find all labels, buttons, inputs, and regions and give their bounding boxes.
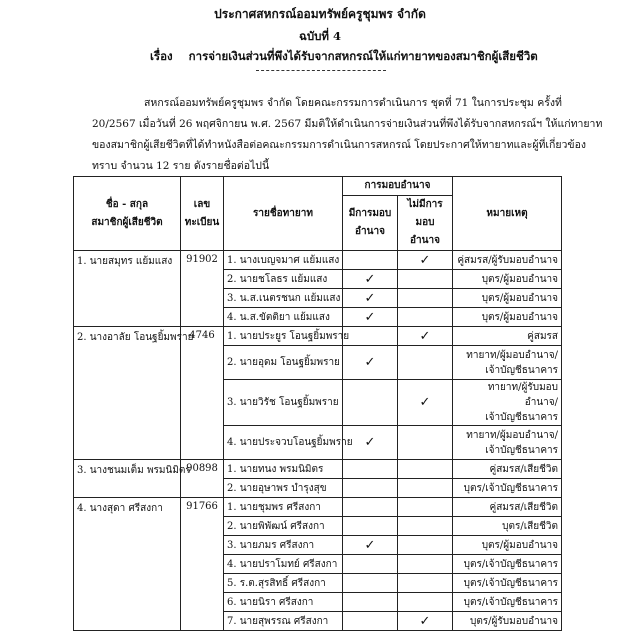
- heir-remark: ทายาท/ผู้มอบอำนาจ/ เจ้าบัญชีธนาคาร: [453, 426, 562, 460]
- member-id: 91766: [181, 498, 224, 631]
- check-mark-icon: ✓: [364, 537, 376, 553]
- heir-remark: คู่สมรส: [453, 327, 562, 346]
- no-authority-cell: [398, 346, 453, 380]
- heir-remark: บุตร/ผู้มอบอำนาจ: [453, 289, 562, 308]
- check-mark-icon: ✓: [364, 435, 376, 450]
- check-mark-icon: ✓: [364, 290, 376, 306]
- has-authority-cell: [343, 270, 398, 289]
- check-mark-icon: ✓: [364, 355, 376, 370]
- heir-name: 2. นายชโลธร แย้มแสง: [224, 270, 343, 289]
- member-id: 4746: [181, 327, 224, 460]
- heir-remark: บุตร/เจ้าบัญชีธนาคาร: [453, 479, 562, 498]
- has-authority-cell: [343, 517, 398, 536]
- member-name: 4. นางสุดา ศรีสงกา: [74, 498, 181, 631]
- header-heir-name: รายชื่อทายาท: [224, 177, 343, 251]
- has-authority-cell: [343, 574, 398, 593]
- has-authority-cell: [343, 251, 398, 270]
- header-remarks: หมายเหตุ: [453, 177, 562, 251]
- heir-remark: คู่สมรส/เสียชีวิต: [453, 460, 562, 479]
- heir-name: 4. นายปราโมทย์ ศรีสงกา: [224, 555, 343, 574]
- header-member-id: เลข ทะเบียน: [181, 177, 224, 251]
- no-authority-cell: [398, 574, 453, 593]
- has-authority-cell: [343, 308, 398, 327]
- no-authority-cell: [398, 498, 453, 517]
- paragraph-line-1: สหกรณ์ออมทรัพย์ครูชุมพร จำกัด โดยคณะกรรมการดำเนินการ ชุดที่ 71 ในการประชุม ครั้งที่: [144, 97, 562, 109]
- heir-remark: บุตร/เสียชีวิต: [453, 517, 562, 536]
- heir-remark: บุตร/ผู้มอบอำนาจ: [453, 270, 562, 289]
- heir-name: 1. นายชุมพร ศรีสงกา: [224, 498, 343, 517]
- no-authority-cell: [398, 593, 453, 612]
- issue-number: ฉบับที่ 4: [298, 29, 342, 43]
- no-authority-cell: [398, 479, 453, 498]
- no-authority-cell: [398, 460, 453, 479]
- heir-name: 4. นายประจวบโอนฐยิ้มพราย: [224, 426, 343, 460]
- has-authority-cell: [343, 327, 398, 346]
- member-id: 91902: [181, 251, 224, 327]
- has-authority-cell: [343, 555, 398, 574]
- announcement-title: ประกาศสหกรณ์ออมทรัพย์ครูชุมพร จำกัด: [214, 7, 426, 21]
- has-authority-cell: [343, 346, 398, 380]
- check-mark-icon: ✓: [364, 271, 376, 287]
- no-authority-cell: [398, 251, 453, 270]
- heir-name: 2. นายอุดม โอนฐยิ้มพราย: [224, 346, 343, 380]
- heir-remark: คู่สมรส/ผู้รับมอบอำนาจ: [453, 251, 562, 270]
- heir-name: 1. นายประยูร โอนฐยิ้มพราย: [224, 327, 343, 346]
- paragraph-line-3: ของสมาชิกผู้เสียชีวิตที่ได้ทำหนังสือต่อคณะกรรมการดำเนินการสหกรณ์ โดยประกาศให้ทายาทและผู้ที่เกี่ยวข้อง: [92, 139, 587, 151]
- no-authority-cell: [398, 555, 453, 574]
- check-mark-icon: ✓: [364, 309, 376, 325]
- check-mark-icon: ✓: [419, 252, 431, 268]
- has-authority-cell: [343, 536, 398, 555]
- member-name: 3. นางชนมเต็ม พรมนิมิตร: [74, 460, 181, 498]
- heir-remark: บุตร/เจ้าบัญชีธนาคาร: [453, 555, 562, 574]
- header-has-authority: มีการมอบ อำนาจ: [343, 196, 398, 251]
- no-authority-cell: [398, 270, 453, 289]
- heir-name: 3. นายภมร ศรีสงกา: [224, 536, 343, 555]
- heir-remark: ทายาท/ผู้มอบอำนาจ/ เจ้าบัญชีธนาคาร: [453, 346, 562, 380]
- has-authority-cell: [343, 289, 398, 308]
- heir-remark: บุตร/เจ้าบัญชีธนาคาร: [453, 593, 562, 612]
- no-authority-cell: [398, 289, 453, 308]
- heir-remark: บุตร/เจ้าบัญชีธนาคาร: [453, 574, 562, 593]
- heirs-table: [73, 176, 562, 631]
- heir-name: 3. นายวิรัช โอนฐยิ้มพราย: [224, 380, 343, 426]
- member-name: 1. นายสมุทร แย้มแสง: [74, 251, 181, 327]
- heir-name: 2. นายพิพัฒน์ ศรีสงกา: [224, 517, 343, 536]
- heir-remark: ทายาท/ผู้รับมอบอำนาจ/ เจ้าบัญชีธนาคาร: [453, 380, 562, 426]
- paragraph-line-4: ทราบ จำนวน 12 ราย ดังรายชื่อต่อไปนี้: [92, 160, 270, 172]
- heir-name: 6. นายนิรา ศรีสงกา: [224, 593, 343, 612]
- check-mark-icon: ✓: [419, 395, 431, 410]
- no-authority-cell: [398, 536, 453, 555]
- heir-remark: บุตร/ผู้มอบอำนาจ: [453, 308, 562, 327]
- heir-name: 4. น.ส.ขัตติยา แย้มแสง: [224, 308, 343, 327]
- has-authority-cell: [343, 460, 398, 479]
- heir-name: 1. นางเบญจมาศ แย้มแสง: [224, 251, 343, 270]
- has-authority-cell: [343, 380, 398, 426]
- check-mark-icon: ✓: [419, 613, 431, 629]
- heir-name: 1. นายทนง พรมนิมิตร: [224, 460, 343, 479]
- header-member-name: ชื่อ - สกุล สมาชิกผู้เสียชีวิต: [74, 177, 181, 251]
- member-id: 90898: [181, 460, 224, 498]
- has-authority-cell: [343, 479, 398, 498]
- heir-name: 7. นายสุพรรณ ศรีสงกา: [224, 612, 343, 631]
- has-authority-cell: [343, 593, 398, 612]
- header-authority-group: การมอบอำนาจ: [343, 177, 453, 196]
- member-name: 2. นางอาลัย โอนฐยิ้มพราย: [74, 327, 181, 460]
- subject-label: เรื่อง: [150, 49, 173, 63]
- no-authority-cell: [398, 426, 453, 460]
- no-authority-cell: [398, 380, 453, 426]
- heir-remark: คู่สมรส/เสียชีวิต: [453, 498, 562, 517]
- heir-name: 2. นายอุษาพร บำรุงสุข: [224, 479, 343, 498]
- check-mark-icon: ✓: [419, 328, 431, 344]
- heir-name: 3. น.ส.เนตรชนก แย้มแสง: [224, 289, 343, 308]
- no-authority-cell: [398, 308, 453, 327]
- paragraph-line-2: 20/2567 เมื่อวันที่ 26 พฤศจิกายน พ.ศ. 2567 มีมติให้ดำเนินการจ่ายเงินส่วนที่พึงได้รับจากสหกรณ์ฯ ให้แก่ทายาท: [92, 118, 603, 130]
- heir-remark: บุตร/ผู้รับมอบอำนาจ: [453, 612, 562, 631]
- heir-remark: บุตร/ผู้มอบอำนาจ: [453, 536, 562, 555]
- no-authority-cell: [398, 327, 453, 346]
- separator: [256, 70, 386, 71]
- has-authority-cell: [343, 612, 398, 631]
- header-no-authority: ไม่มีการ มอบอำนาจ: [398, 196, 453, 251]
- subject-text: การจ่ายเงินส่วนที่พึงได้รับจากสหกรณ์ให้แก่ทายาทของสมาชิกผู้เสียชีวิต: [188, 49, 538, 63]
- heir-name: 5. ร.ต.สุรสิทธิ์ ศรีสงกา: [224, 574, 343, 593]
- subject-line: [150, 48, 538, 66]
- has-authority-cell: [343, 498, 398, 517]
- no-authority-cell: [398, 517, 453, 536]
- no-authority-cell: [398, 612, 453, 631]
